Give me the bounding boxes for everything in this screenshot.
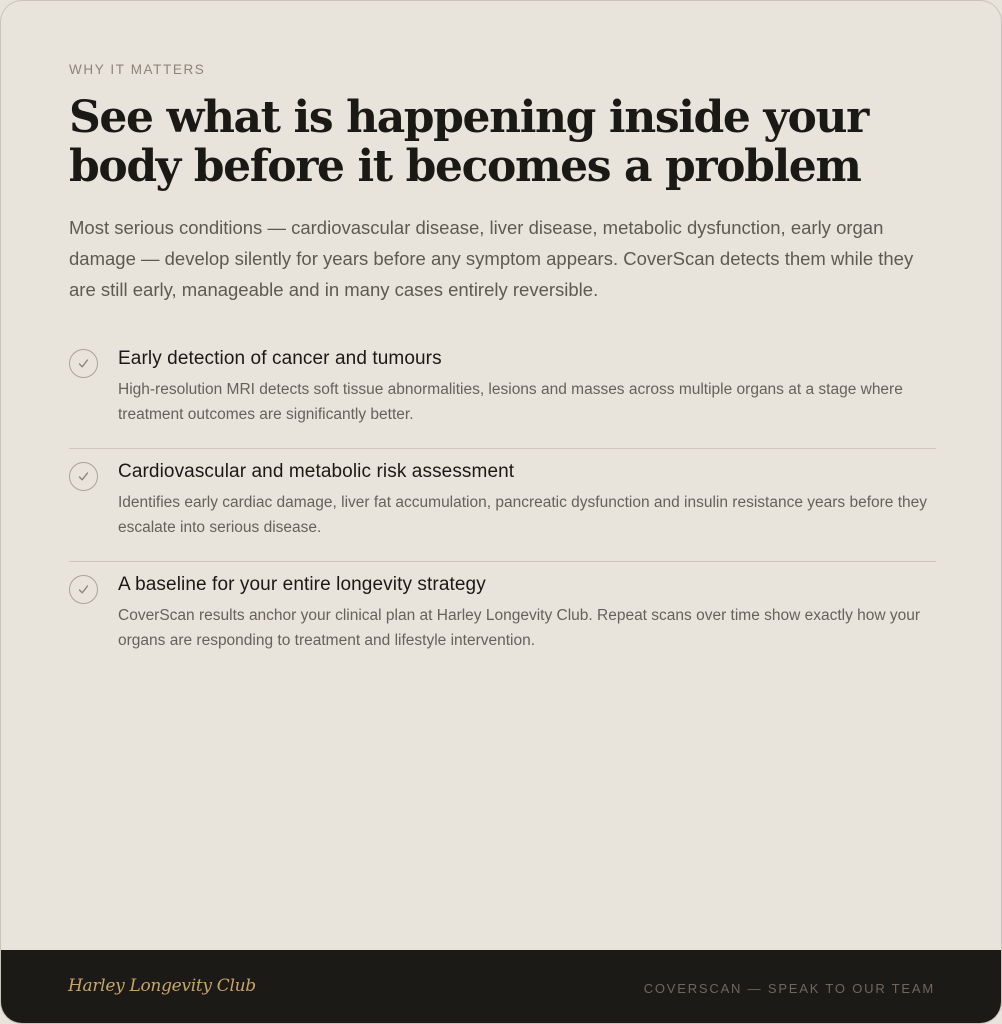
feature-item [69,562,936,675]
feature-item [69,449,936,562]
lead-paragraph: Most serious conditions — cardiovascular disease, liver disease, metabolic dysfunction, early organ damage — develop silently for years before any symptom appears. CoverScan detects them while they are still early, manageable and in many cases entirely reversible. [69,217,914,300]
brand-logo: Harley Longevity Club [68,976,256,996]
feature-title: Cardiovascular and metabolic risk assessment [118,461,515,482]
feature-item [69,336,936,449]
feature-title: A baseline for your entire longevity strategy [118,574,486,595]
feature-title: Early detection of cancer and tumours [118,348,442,369]
feature-description: Identifies early cardiac damage, liver fat accumulation, pancreatic dysfunction and insulin resistance years before they escalate into serious disease. [118,494,928,536]
eyebrow-label: WHY IT MATTERS [69,62,206,77]
feature-description: High-resolution MRI detects soft tissue abnormalities, lesions and masses across multiple organs at a stage where treatment outcomes are significantly better. [118,381,903,423]
check-icon [69,575,98,604]
check-icon [69,462,98,491]
feature-list [69,336,936,675]
feature-description: CoverScan results anchor your clinical plan at Harley Longevity Club. Repeat scans over time show exactly how your organs are responding to treatment and lifestyle intervention. [118,607,921,649]
footer-bar [1,950,1002,1024]
page-title: See what is happening inside your body before it becomes a problem [69,92,868,192]
check-icon [69,349,98,378]
contact-cta-link[interactable]: COVERSCAN — SPEAK TO OUR TEAM [643,981,935,996]
